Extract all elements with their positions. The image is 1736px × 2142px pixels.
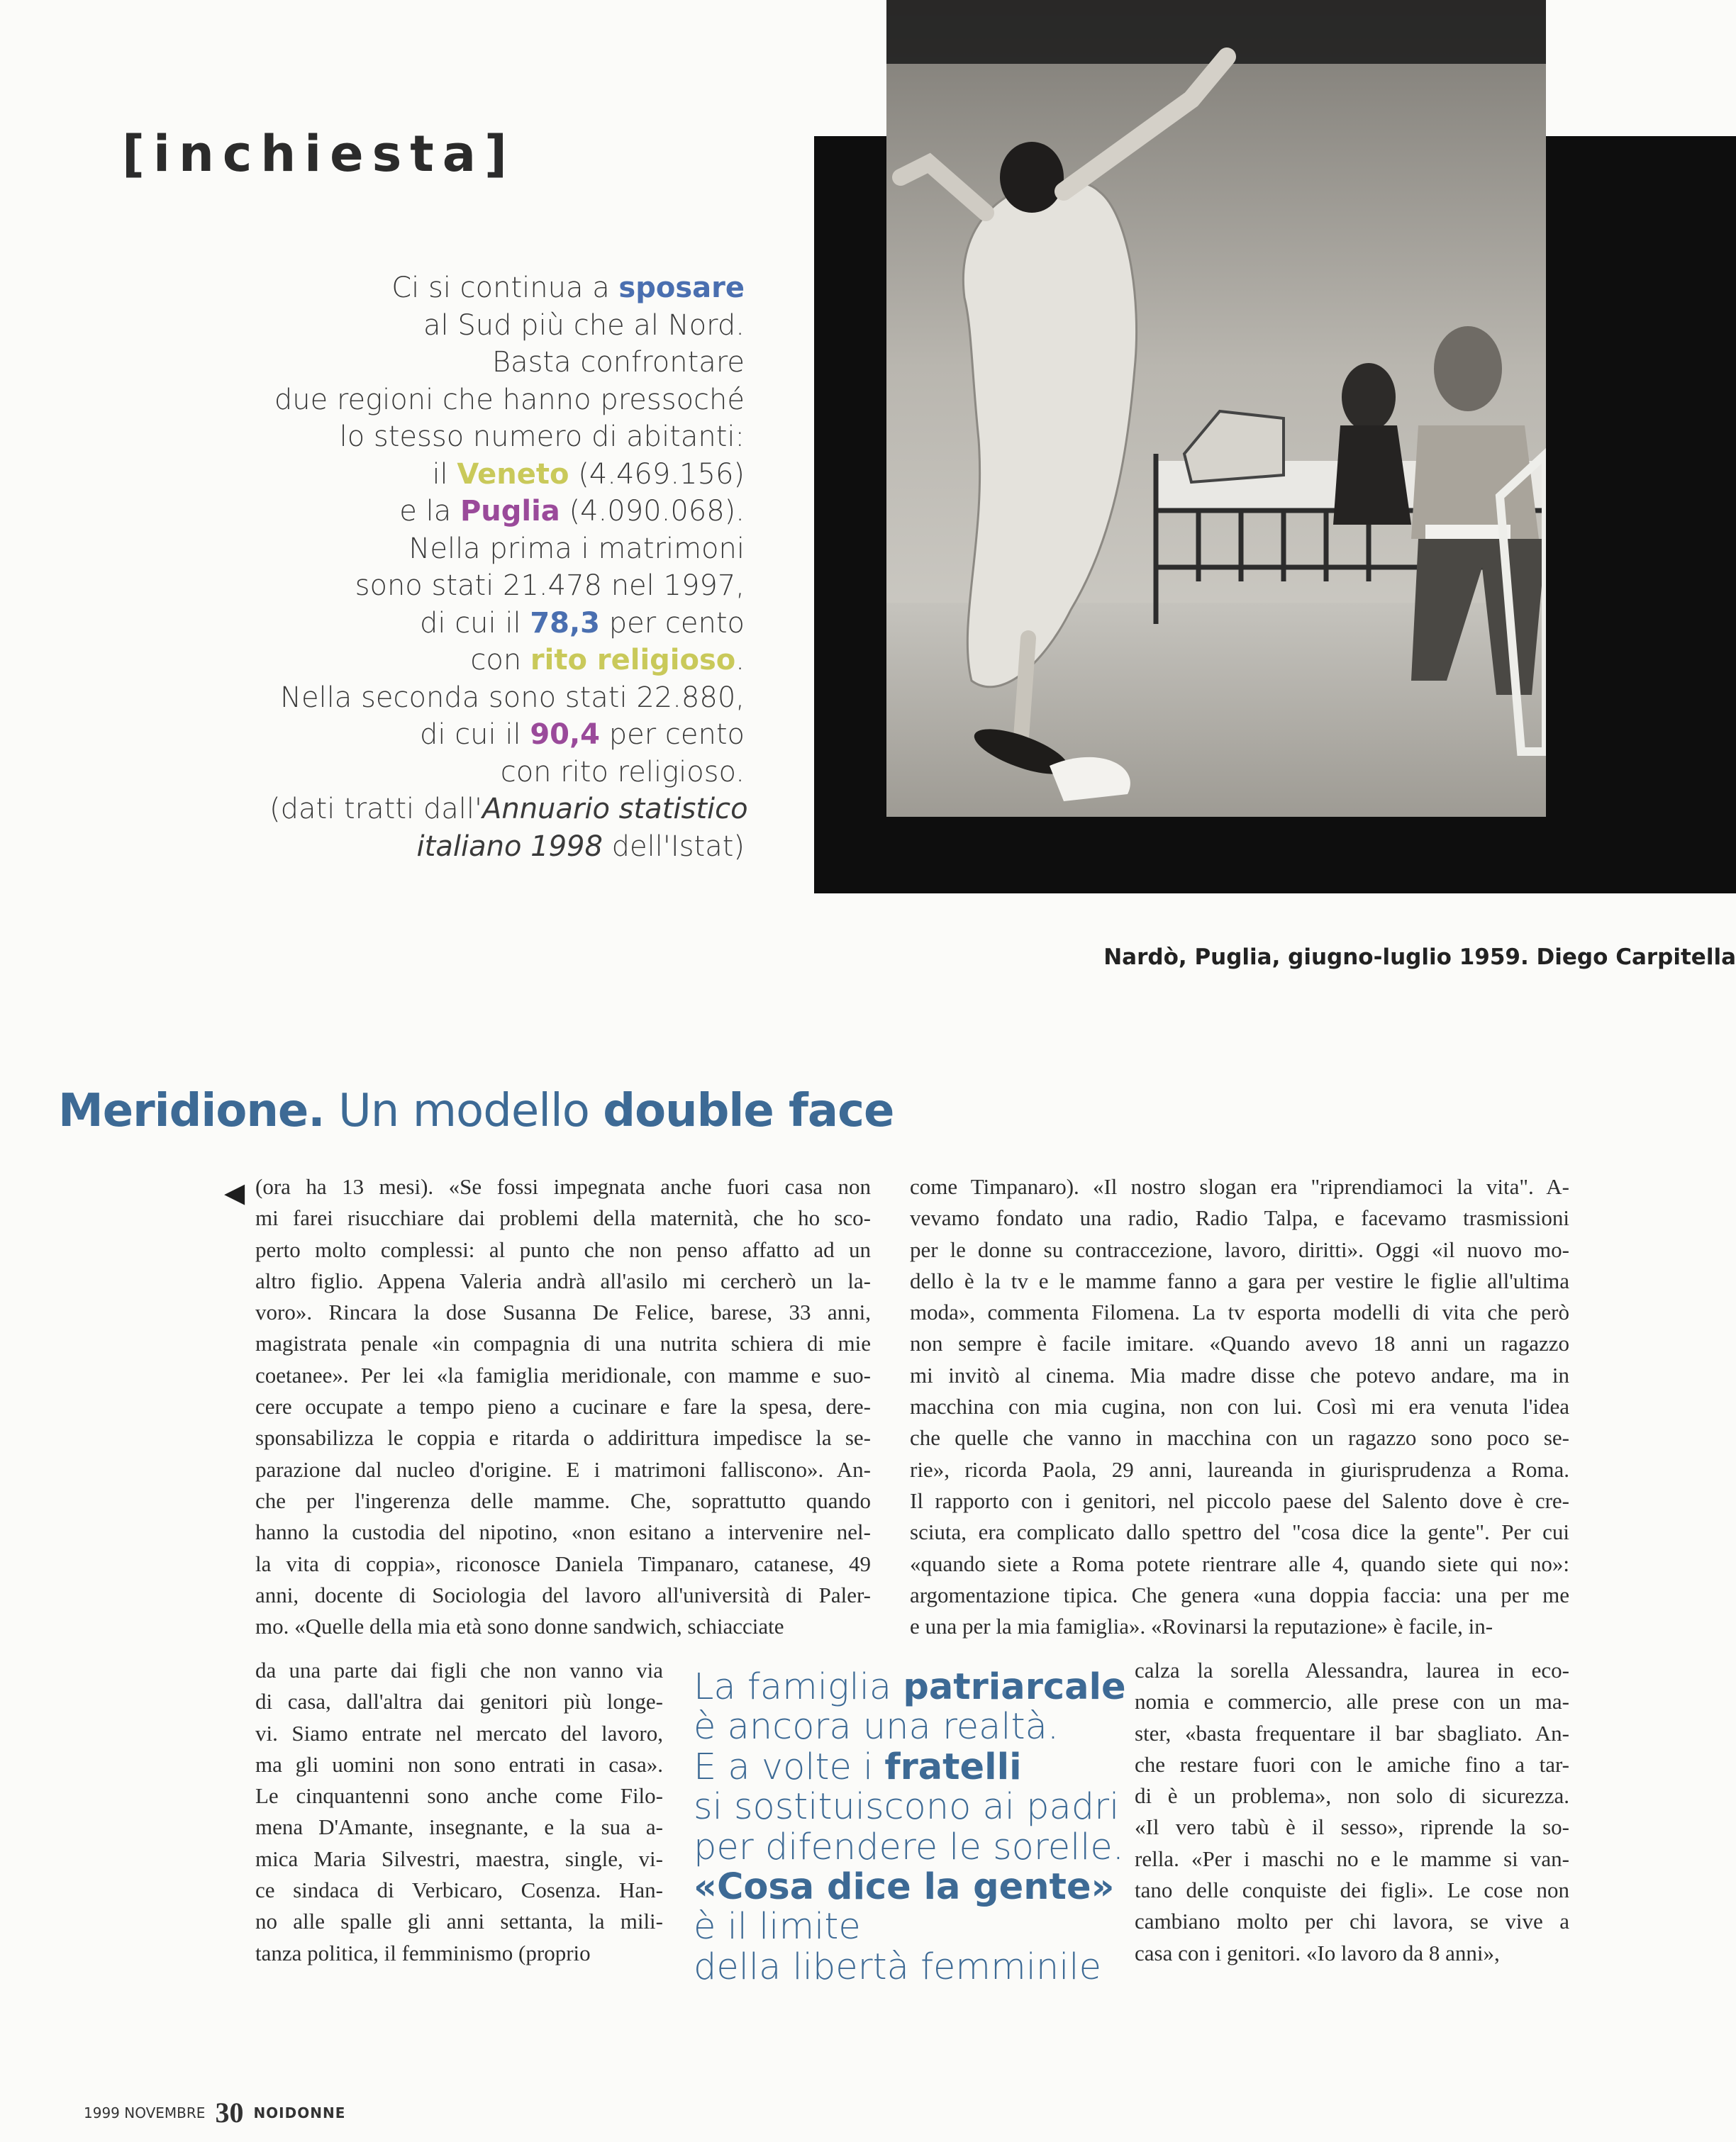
headline-part: double face bbox=[603, 1085, 894, 1137]
body-line: mena D'Amante, insegnante, e la sua a- bbox=[255, 1814, 663, 1840]
pullquote-bold: patriarcale bbox=[903, 1666, 1126, 1708]
pullquote-line: è ancora una realtà. bbox=[694, 1706, 1059, 1748]
stat-line: Basta confrontare bbox=[491, 346, 745, 379]
photo-caption: Nardò, Puglia, giugno-luglio 1959. Diego Carpitella bbox=[1103, 944, 1736, 970]
body-column-1-lower bbox=[255, 1655, 663, 1969]
man-head bbox=[1434, 326, 1502, 411]
dark-top bbox=[886, 0, 1546, 64]
body-line: nomia e commercio, alle prese con un ma- bbox=[1135, 1689, 1569, 1714]
pullquote-text: E a volte i bbox=[694, 1746, 885, 1788]
headline-part: Meridione. bbox=[58, 1085, 325, 1137]
stat-source-title: italiano 1998 bbox=[416, 830, 603, 863]
stat-text: . bbox=[735, 644, 745, 676]
body-line: per le donne su contraccezione, lavoro, diritti». Oggi «il nuovo mo- bbox=[910, 1237, 1569, 1262]
pullquote-bold: «Cosa dice la gente» bbox=[694, 1866, 1115, 1909]
photograph bbox=[886, 0, 1546, 817]
stat-text: di cui il bbox=[419, 718, 530, 751]
stat-text: per cento bbox=[600, 718, 745, 751]
body-line: di è un problema», non solo di sicurezza. bbox=[1135, 1783, 1569, 1809]
body-line: (ora ha 13 mesi). «Se fossi impegnata anche fuori casa non bbox=[255, 1174, 871, 1199]
body-line: mi invitò al cinema. Mia madre disse che potevo andare, ma in bbox=[910, 1362, 1569, 1388]
stat-text: (4.469.156) bbox=[569, 457, 745, 491]
body-line: macchina con mia cugina, non con lui. Così mi era venuta l'idea bbox=[910, 1394, 1569, 1419]
body-line: e una per la mia famiglia». «Rovinarsi la reputazione» è facile, in- bbox=[910, 1614, 1493, 1639]
body-line: non sempre è facile imitare. «Quando avevo 18 anni un ragazzo bbox=[910, 1331, 1569, 1356]
body-line: la vita di coppia», riconosce Daniela Timpanaro, catanese, 49 bbox=[255, 1551, 871, 1576]
stat-text: di cui il bbox=[419, 606, 530, 640]
stat-text: (4.090.068). bbox=[560, 495, 745, 528]
body-line: tano delle conquiste dei figli». Le cose non bbox=[1135, 1878, 1569, 1903]
body-line: vi. Siamo entrate nel mercato del lavoro, bbox=[255, 1720, 663, 1746]
stat-highlight: Puglia bbox=[460, 495, 560, 528]
pullquote-line: è il limite bbox=[694, 1906, 861, 1948]
body-line: come Timpanaro). «Il nostro slogan era "riprendiamoci la vita". A- bbox=[910, 1174, 1569, 1199]
body-line: coetanee». Per lei «la famiglia meridionale, con mamme e suo- bbox=[255, 1362, 871, 1388]
body-line: no alle spalle gli anni settanta, la mili- bbox=[255, 1909, 663, 1934]
stat-highlight: Veneto bbox=[457, 457, 569, 491]
section-tag: [inchiesta] bbox=[122, 125, 516, 183]
stat-text: (dati tratti dall' bbox=[269, 793, 482, 825]
stat-text: e la bbox=[399, 495, 460, 528]
stat-highlight: 78,3 bbox=[530, 606, 601, 640]
pullquote-line: della libertà femminile bbox=[694, 1946, 1101, 1988]
body-line: da una parte dai figli che non vanno via bbox=[255, 1658, 663, 1683]
headline-part: Un modello bbox=[324, 1085, 603, 1137]
stat-line: Nella seconda sono stati 22.880, bbox=[280, 681, 745, 714]
body-line: casa con i genitori. «Io lavoro da 8 anni», bbox=[1135, 1940, 1500, 1965]
body-column-2 bbox=[910, 1171, 1569, 1642]
page-number: 30 bbox=[215, 2097, 244, 2129]
body-line: «Il vero tabù è il sesso», riprende la so- bbox=[1135, 1814, 1569, 1840]
body-line: parazione dal nucleo d'origine. E i matrimoni falliscono». An- bbox=[255, 1456, 871, 1482]
body-line: ma gli uomini non sono entrati in casa». bbox=[255, 1751, 663, 1777]
stat-text: Ci si continua a bbox=[391, 272, 619, 304]
body-line: perto molto complessi: al punto che non penso affatto ad un bbox=[255, 1237, 871, 1262]
body-line: che quelle che vanno in macchina con un ragazzo sono poco se- bbox=[910, 1425, 1569, 1451]
pullquote-line: per difendere le sorelle. bbox=[694, 1826, 1124, 1868]
stat-line: al Sud più che al Nord. bbox=[423, 308, 745, 342]
stat-text: il bbox=[432, 457, 457, 491]
page-footer bbox=[84, 2096, 345, 2129]
body-line: Le cinquantenni sono anche come Filo- bbox=[255, 1783, 663, 1809]
body-line: moda», commenta Filomena. La tv esporta modelli di vita che però bbox=[910, 1300, 1569, 1325]
body-line: mi farei risucchiare dai problemi della maternità, che ho sco- bbox=[255, 1205, 871, 1231]
stat-line: sono stati 21.478 nel 1997, bbox=[355, 569, 745, 602]
stat-text: per cento bbox=[600, 606, 745, 640]
body-column-2-lower bbox=[1135, 1655, 1569, 1969]
pullquote-bold: fratelli bbox=[884, 1746, 1022, 1788]
stat-line: con rito religioso. bbox=[500, 755, 745, 788]
stat-text: dell'Istat) bbox=[602, 830, 745, 863]
stat-highlight: rito religioso bbox=[530, 644, 736, 676]
body-line: calza la sorella Alessandra, laurea in eco- bbox=[1135, 1658, 1569, 1683]
stat-text: con bbox=[470, 644, 530, 676]
body-column-1 bbox=[255, 1171, 871, 1642]
body-line: vevamo fondato una radio, Radio Talpa, e facevamo trasmissioni bbox=[910, 1205, 1569, 1231]
body-line: cambiano molto per chi lavora, se vive a bbox=[1135, 1909, 1569, 1934]
body-line: mica Maria Silvestri, maestra, single, vi- bbox=[255, 1846, 663, 1871]
statistics-sidebar bbox=[269, 269, 748, 865]
stat-highlight: sposare bbox=[618, 272, 745, 304]
body-line: hanno la custodia del nipotino, «non esitano a intervenire nel- bbox=[255, 1519, 871, 1545]
stat-line: lo stesso numero di abitanti: bbox=[339, 420, 745, 453]
body-line: sponsabilizza le coppia e ritarda o addirittura impedisce la se- bbox=[255, 1425, 871, 1451]
body-line: ster, «basta frequentare il bar sbagliato. An- bbox=[1135, 1720, 1569, 1746]
dancer-head bbox=[1000, 142, 1064, 213]
stat-line: Nella prima i matrimoni bbox=[408, 532, 745, 565]
photograph-illustration bbox=[886, 0, 1546, 817]
article-headline bbox=[58, 1085, 894, 1137]
body-line: che per l'ingerenza delle mamme. Che, soprattutto quando bbox=[255, 1488, 871, 1513]
body-line: altro figlio. Appena Valeria andrà all'asilo mi cercherò un la- bbox=[255, 1268, 871, 1293]
pull-quote bbox=[694, 1668, 1133, 1987]
body-line: sciuta, era complicato dallo spettro del "cosa dice la gente". Per cui bbox=[910, 1519, 1569, 1545]
body-line: anni, docente di Sociologia del lavoro all'università di Paler- bbox=[255, 1582, 871, 1607]
body-line: Il rapporto con i genitori, nel piccolo paese del Salento dove è cre- bbox=[910, 1488, 1569, 1513]
body-line: «quando siete a Roma potete rientrare alle 4, quando siete qui no»: bbox=[910, 1551, 1569, 1576]
pullquote-text: La famiglia bbox=[694, 1666, 903, 1708]
body-line: magistrata penale «in compagnia di una nutrita schiera di mie bbox=[255, 1331, 871, 1356]
continuation-arrow-icon: ◀ bbox=[224, 1177, 245, 1208]
body-line: di casa, dall'altra dai genitori più longe- bbox=[255, 1689, 663, 1714]
stat-highlight: 90,4 bbox=[530, 718, 601, 751]
stat-source-title: Annuario statistico bbox=[482, 793, 748, 825]
body-line: che restare fuori con le amiche fino a tar- bbox=[1135, 1751, 1569, 1777]
body-line: cere occupate a tempo pieno a cucinare e fare la spesa, dere- bbox=[255, 1394, 871, 1419]
body-line: tanza politica, il femminismo (proprio bbox=[255, 1940, 591, 1965]
body-line: dello è la tv e le mamme fanno a gara per vestire le figlie all'ultima bbox=[910, 1268, 1569, 1293]
body-line: mo. «Quelle della mia età sono donne sandwich, schiacciate bbox=[255, 1614, 784, 1639]
pullquote-line: si sostituiscono ai padri bbox=[694, 1786, 1120, 1829]
footer-date: 1999 NOVEMBRE bbox=[84, 2104, 206, 2121]
child-head bbox=[1342, 363, 1396, 431]
body-line: argomentazione tipica. Che genera «una doppia faccia: una per me bbox=[910, 1582, 1569, 1607]
magazine-name: NOIDONNE bbox=[253, 2104, 346, 2121]
body-line: voro». Rincara la dose Susanna De Felice, barese, 33 anni, bbox=[255, 1300, 871, 1325]
body-line: ce sindaca di Verbicaro, Cosenza. Han- bbox=[255, 1878, 663, 1903]
notebook bbox=[1425, 525, 1510, 539]
body-line: rella. «Per i maschi no e le mamme si van- bbox=[1135, 1846, 1569, 1871]
body-line: rie», ricorda Paola, 29 anni, laureanda in giurisprudenza a Roma. bbox=[910, 1456, 1569, 1482]
stat-line: due regioni che hanno pressoché bbox=[274, 383, 745, 416]
dancer-leg bbox=[1021, 638, 1028, 737]
